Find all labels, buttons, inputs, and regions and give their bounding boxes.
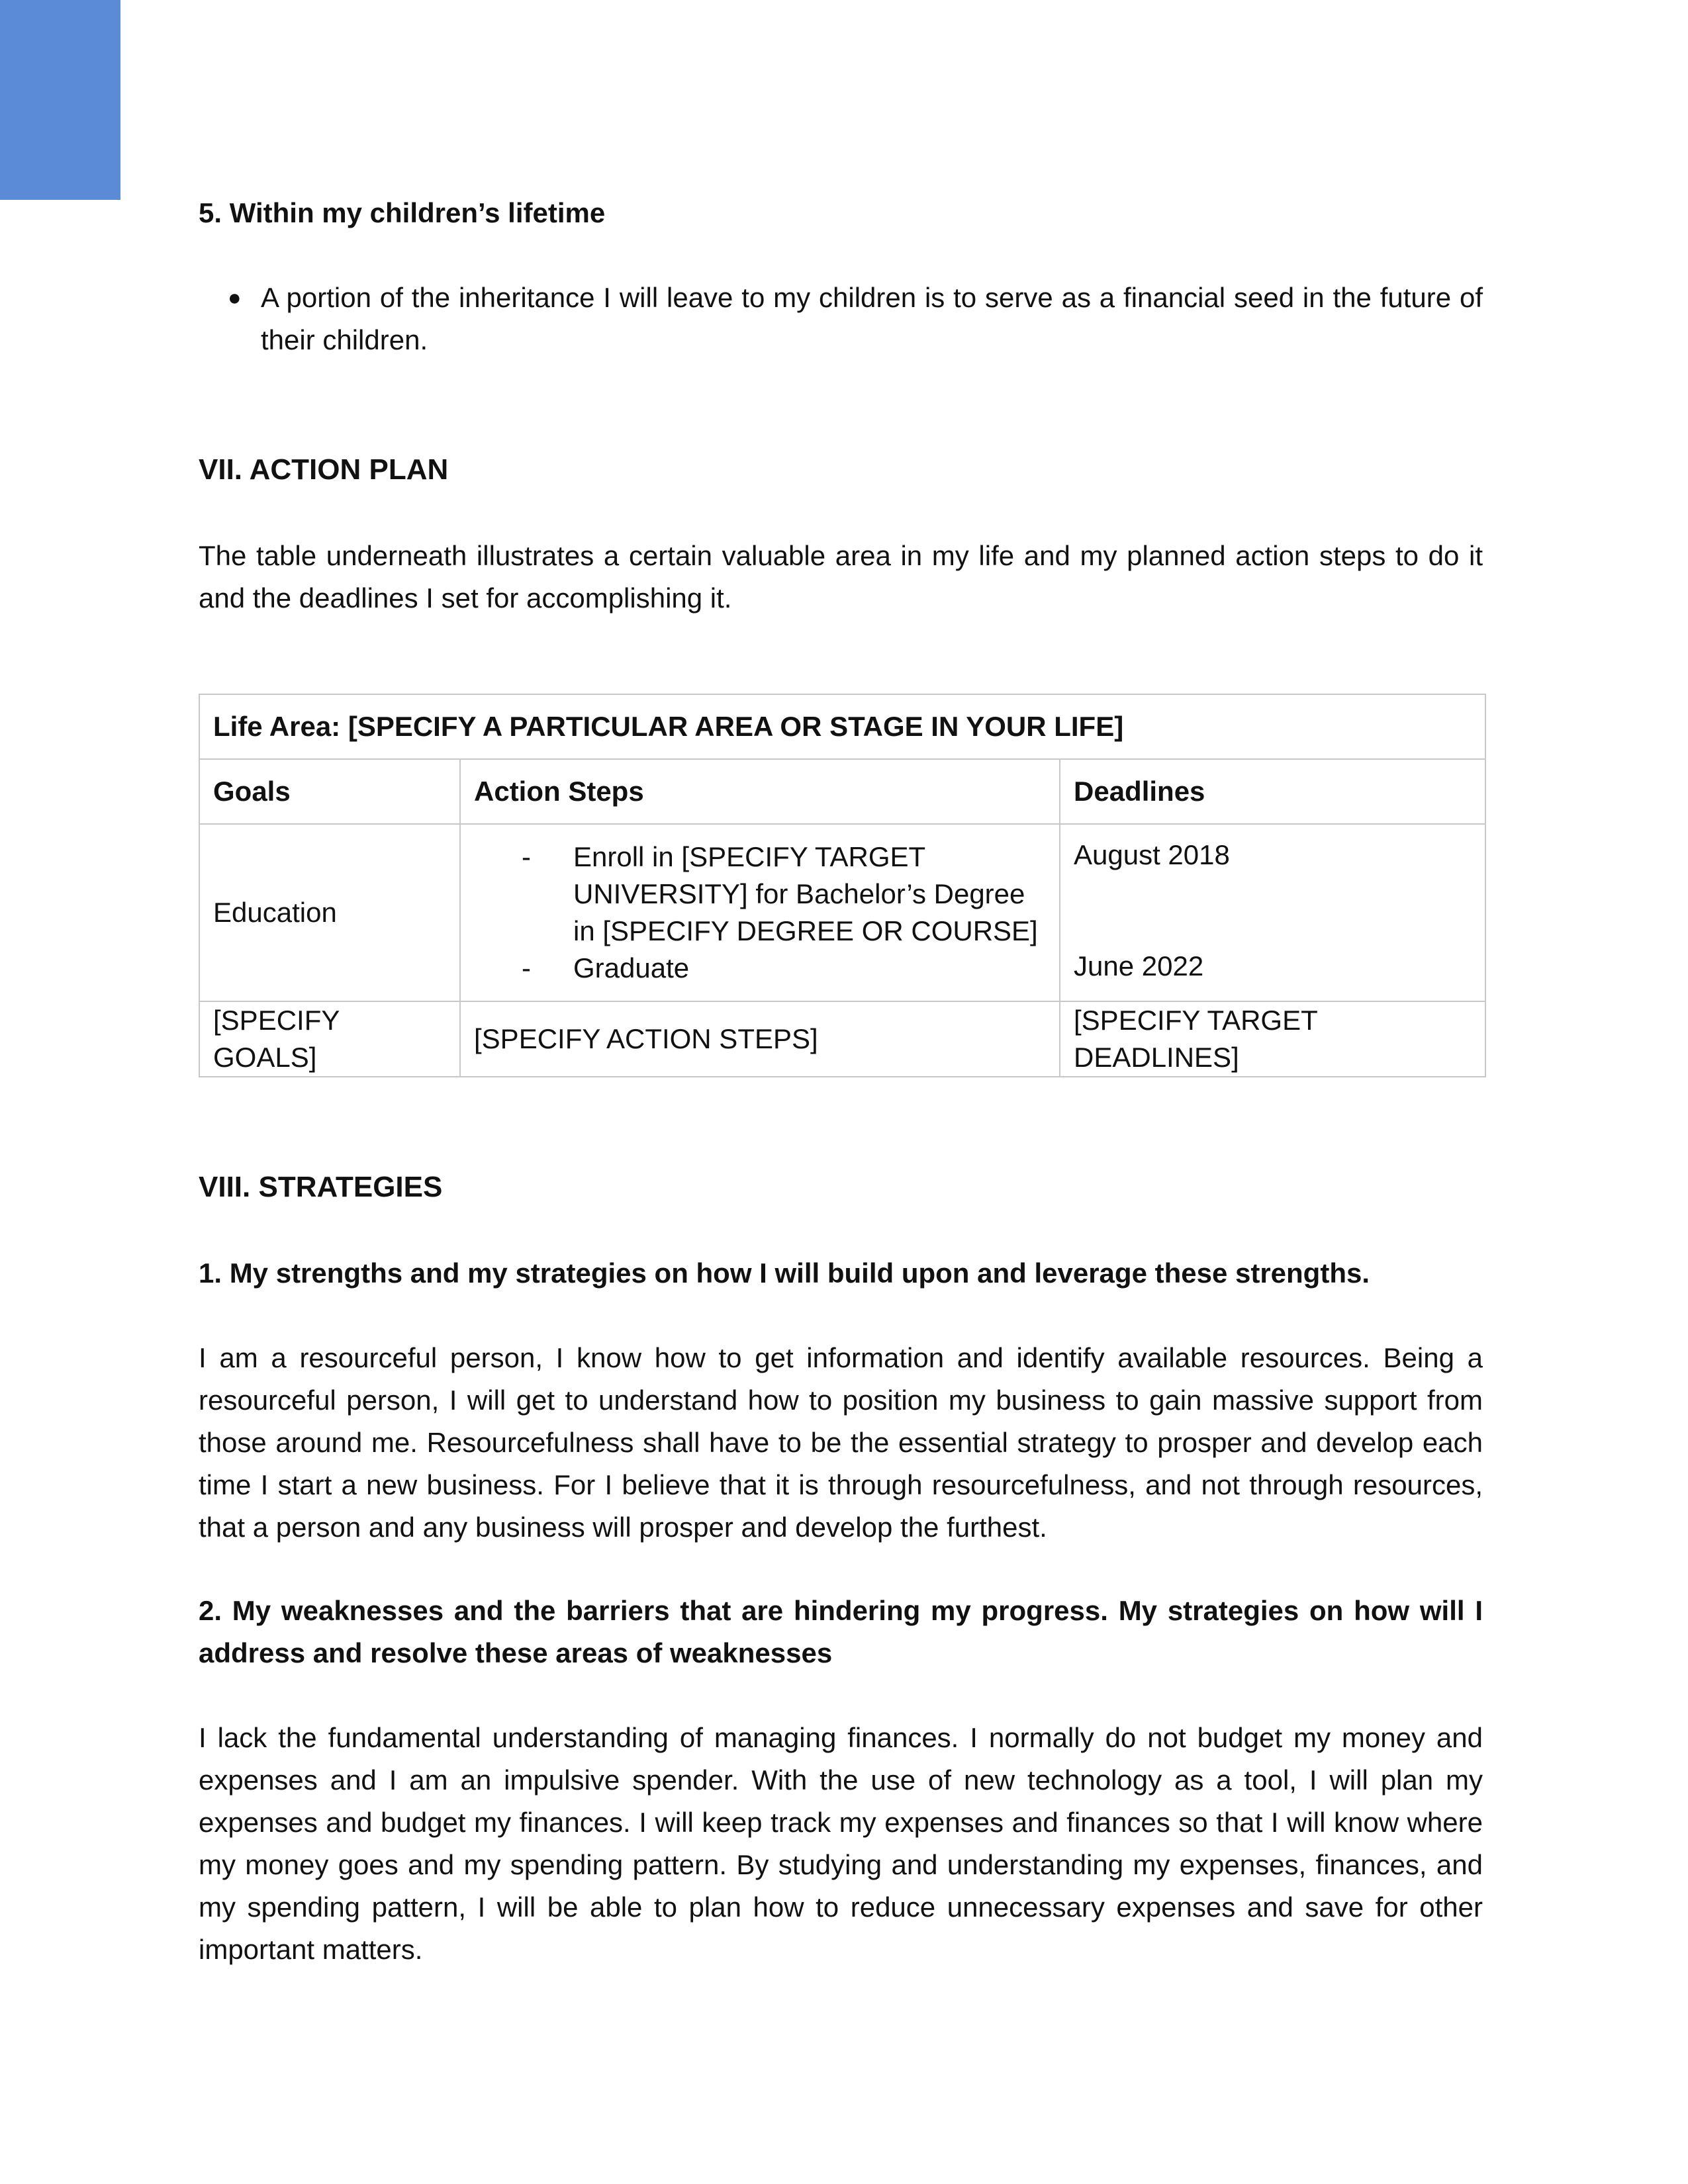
weaknesses-body: I lack the fundamental understanding of managing finances. I normally do not budget my money and expenses and I am an impulsive spender. With the use of new technology as a tool, I will plan my expenses and budget my finances. I will keep track my expenses and finances so that I will know where my money goes and my spending pattern. By studying and understanding my expenses, finances, and my spending pattern, I will be able to plan how to reduce unnecessary expenses and save for other important matters. [199, 1722, 1483, 1965]
deadlines-cell [1060, 824, 1485, 1001]
section8-title: VIII. STRATEGIES [199, 1171, 443, 1203]
header-goals: Goals [199, 759, 460, 824]
corner-accent-block [0, 0, 120, 200]
strengths-heading: 1. My strengths and my strategies on how I will build upon and leverage these strengths. [199, 1257, 1370, 1289]
action-step-item [474, 950, 1046, 987]
section5-bullet-text: A portion of the inheritance I will leave to my children is to serve as a financial seed in the future of their children. [261, 282, 1483, 355]
dash-bullet: - [522, 841, 531, 872]
table-row-life-area [199, 694, 1485, 759]
dash-bullet: - [522, 952, 531, 983]
action-plan-table [199, 694, 1486, 1077]
bullet-icon: ● [228, 285, 242, 310]
action-step-item [474, 839, 1046, 950]
deadline-value: June 2022 [1074, 950, 1204, 981]
header-deadlines: Deadlines [1060, 759, 1485, 824]
action-steps-cell: [SPECIFY ACTION STEPS] [460, 1001, 1060, 1077]
table-header-row [199, 759, 1485, 824]
section7-title: VII. ACTION PLAN [199, 453, 449, 486]
section5-heading: 5. Within my children’s lifetime [199, 197, 606, 228]
weaknesses-heading: 2. My weaknesses and the barriers that are hindering my progress. My strategies on how will I address and resolve these areas of weaknesses [199, 1595, 1483, 1668]
strengths-body: I am a resourceful person, I know how to get information and identify available resources. Being a resourceful person, I will get to understand how to position my business to gain massive support from those around me. Resourcefulness shall have to be the essential strategy to prosper and develop each time I start a new business. For I believe that it is through resourcefulness, and not through resources, that a person and any business will prosper and develop the furthest. [199, 1342, 1483, 1543]
goal-cell: [SPECIFY GOALS] [199, 1001, 460, 1077]
document-page [199, 192, 1483, 1971]
action-step-text: Graduate [573, 952, 690, 983]
life-area-cell: Life Area: [SPECIFY A PARTICULAR AREA OR STAGE IN YOUR LIFE] [199, 694, 1485, 759]
goal-cell: Education [199, 824, 460, 1001]
table-row [199, 824, 1485, 1001]
header-action-steps: Action Steps [460, 759, 1060, 824]
action-steps-cell [460, 824, 1060, 1001]
deadline-value: August 2018 [1074, 839, 1230, 870]
table-row [199, 1001, 1485, 1077]
action-step-text: Enroll in [SPECIFY TARGET UNIVERSITY] for Bachelor’s Degree in [SPECIFY DEGREE OR COURSE] [573, 841, 1038, 946]
deadlines-cell: [SPECIFY TARGET DEADLINES] [1060, 1001, 1485, 1077]
section7-intro: The table underneath illustrates a certain valuable area in my life and my planned action steps to do it and the deadlines I set for accomplishing it. [199, 540, 1483, 614]
section5-bullet-item [199, 277, 1483, 361]
